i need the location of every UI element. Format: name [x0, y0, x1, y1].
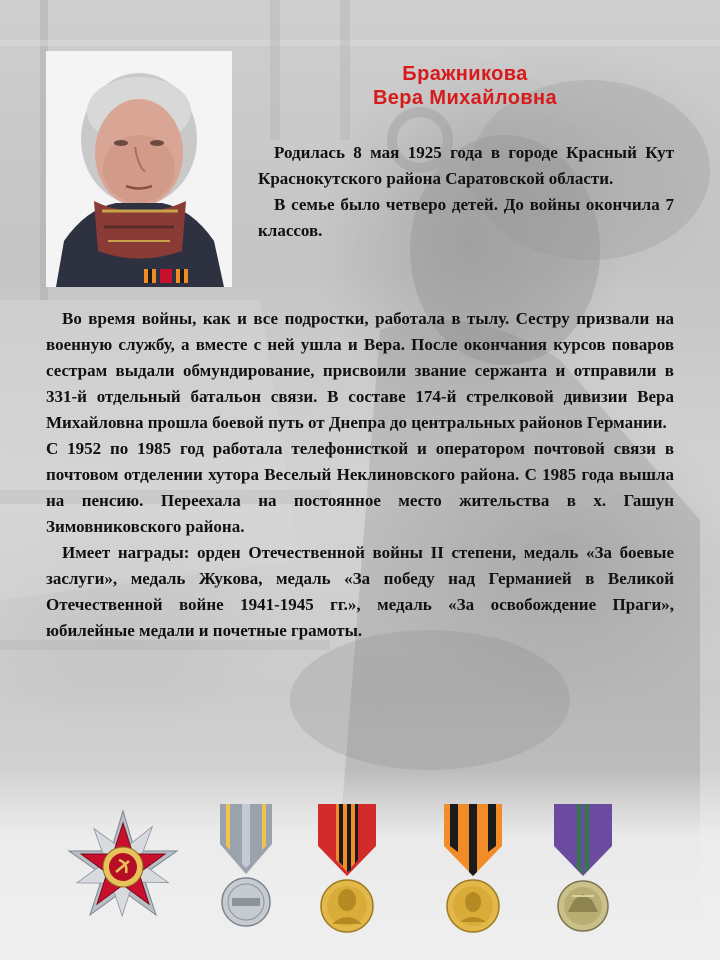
- intro-paragraph-birth: Родилась 8 мая 1925 года в городе Красный Кут Краснокутского района Саратовской области.: [258, 143, 674, 188]
- page-title: [300, 62, 630, 110]
- awards-row: [0, 790, 720, 940]
- biography-paragraph-work: С 1952 по 1985 год работала телефонисткой и оператором почтовой связи в почтовом отделении хутора Веселый Неклиновского района. С 1985 года вышла на пенсию. Переехала на постоянное место жительства в х. Гашун Зимовниковского района.: [46, 439, 674, 536]
- medal-liberation-prague-icon: [546, 800, 620, 936]
- medal-combat-service-icon: [212, 800, 280, 930]
- biography-paragraph-war: Во время войны, как и все подростки, работала в тылу. Сестру призвали на военную службу, а вместе с ней ушла и Вера. После окончания курсов поваров сестрам выдали обмундирование, присвоили звание сержанта и отправили в 331-й отдельный батальон связи. В составе 174-й стрелковой дивизии Вера Михайловна прошла боевой путь от Днепра до центральных районов Германии.: [46, 309, 674, 432]
- medal-victory-over-germany-icon: [436, 800, 510, 936]
- intro-text: [258, 140, 674, 244]
- portrait-photo: [46, 51, 232, 287]
- biography-text: [46, 306, 674, 644]
- title-surname: Бражникова: [402, 63, 528, 85]
- title-given-names: Вера Михайловна: [372, 87, 558, 109]
- intro-paragraph-family: В семье было четверо детей. До войны окончила 7 классов.: [258, 195, 674, 240]
- order-patriotic-war-icon: [64, 808, 182, 926]
- biography-paragraph-awards: Имеет награды: орден Отечественной войны II степени, медаль «За боевые заслуги», медаль Жукова, медаль «За победу над Германией в Великой Отечественной войне 1941-1945 гг.», медаль «За освобождение Праги», юбилейные медали и почетные грамоты.: [46, 543, 674, 640]
- medal-zhukov-icon: [310, 800, 384, 936]
